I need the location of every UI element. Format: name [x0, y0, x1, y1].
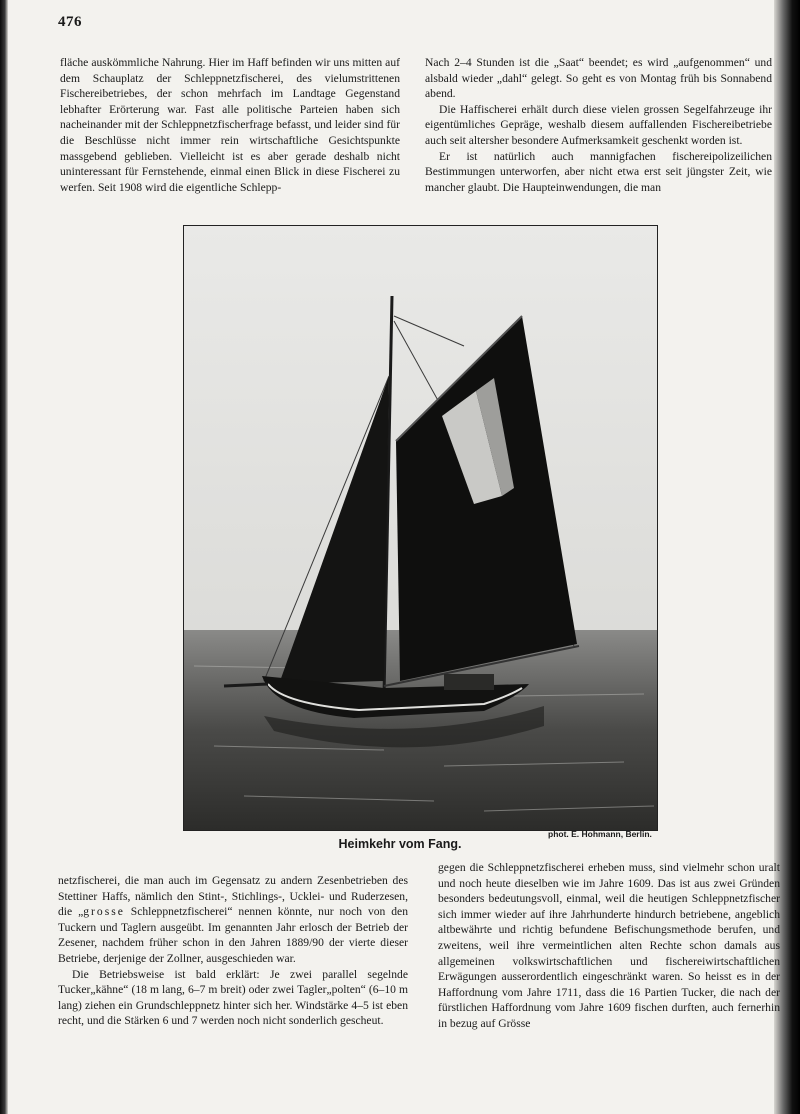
emphasized-word: grosse: [83, 905, 125, 919]
paragraph: [58, 873, 408, 967]
photo-credit: phot. E. Hohmann, Berlin.: [548, 829, 652, 839]
text-column-top-right: [425, 55, 772, 195]
text-column-bottom-left: [58, 873, 408, 1029]
sailboat-photo: [183, 225, 658, 831]
sailboat-illustration: [184, 226, 657, 830]
paragraph: gegen die Schleppnetzfischerei erheben muss, sind vielmehr schon uralt und noch heute dieselben wie im Jahre 1609. Das ist aus zwei Gründen besonders bedeutungsvoll, einmal, weil die heutigen Schleppnetzfischer sich immer wieder auf ihre Jahrhunderte hindurch betriebene, angeblich altbewährte und richtig befundene Befischungsmethode berufen, und zweitens, weil ihre vermeintlichen alten Rechte schon damals aus allgemeinen volkswirtschaftlichen und fischereiwirtschaftlichen Erwägungen ausserordentlich eingeschränkt waren. So heisst es in der Haffordnung vom Jahre 1711, dass die 16 Partien Tucker, die nach der fürstlichen Haffordnung vom Jahre 1609 fischen durften, auch fernerhin in bezug auf Grösse: [438, 861, 780, 1030]
paragraph: Er ist natürlich auch mannigfachen fischereipolizeilichen Bestimmungen unterworfen, aber nicht etwa erst seit jüngster Zeit, wie mancher glaubt. Die Haupteinwendungen, die man: [425, 149, 772, 194]
text-run: Schleppnetzfischerei“ nennen könnte, nur noch von den Tuckern und Taglern ausgeübt. Im genannten Jahr erlosch der Betrieb der Zesener, nachdem früher schon in den Jahren 1889/90 der vierte dieser Betriebe, derjenige der Zollner, ausgeschieden war.: [58, 905, 409, 965]
paragraph: Nach 2–4 Stunden ist die „Saat“ beendet; es wird „aufgenommen“ und alsbald wieder „dahl“ gelegt. So geht es von Montag früh bis Sonnabend abend.: [425, 56, 772, 101]
figure-caption: Heimkehr vom Fang.: [338, 837, 462, 851]
page-number: 476: [58, 14, 82, 30]
paragraph: fläche auskömmliche Nahrung. Hier im Haff befinden wir uns mitten auf dem Schauplatz der Schleppnetzfischerei, des vielumstrittenen Fischereibetriebes, der schon mehrfach im Landtage Gegenstand lebhafter Erörterung war. Fast alle politische Parteien haben sich nacheinander mit der Schleppnetzfischerfrage befasst, und leider sind für die Beschlüsse nicht immer rein wirtschaftliche Gesichtspunkte massgebend geblieben. Vielleicht ist es aber gerade deshalb nicht uninteressant für Fernstehende, einmal einen Blick in diese Fischerei zu werfen. Seit 1908 wird die eigentliche Schlepp-: [60, 56, 400, 194]
paragraph: Die Haffischerei erhält durch diese vielen grossen Segelfahrzeuge ihr eigentümliches Gepräge, weshalb diesem auffallenden Fischereibetriebe auch seit altersher besondere Aufmerksamkeit geschenkt worden ist.: [425, 102, 772, 147]
page-edge-shadow-left: [0, 0, 8, 1114]
text-column-top-left: [60, 55, 400, 195]
text-column-bottom-right: [438, 860, 780, 1032]
paragraph: Die Betriebsweise ist bald erklärt: Je zwei parallel segelnde Tucker„kähne“ (18 m lang, 6–7 m breit) oder zwei Tagler„polten“ (6–10 m lang) ziehen ein Grundschleppnetz hinter sich her. Windstärke 4–5 ist eben recht, und die Stärken 6 und 7 werden noch nicht sonderlich gescheut.: [58, 967, 408, 1028]
text-run: netzfischerei, die man auch im Gegensatz zu andern Zesenbetrieben des Stettiner Haffs, nämlich den Stint-, Stichlings-, Ucklei- und Ruderzesen, die „: [58, 874, 408, 919]
